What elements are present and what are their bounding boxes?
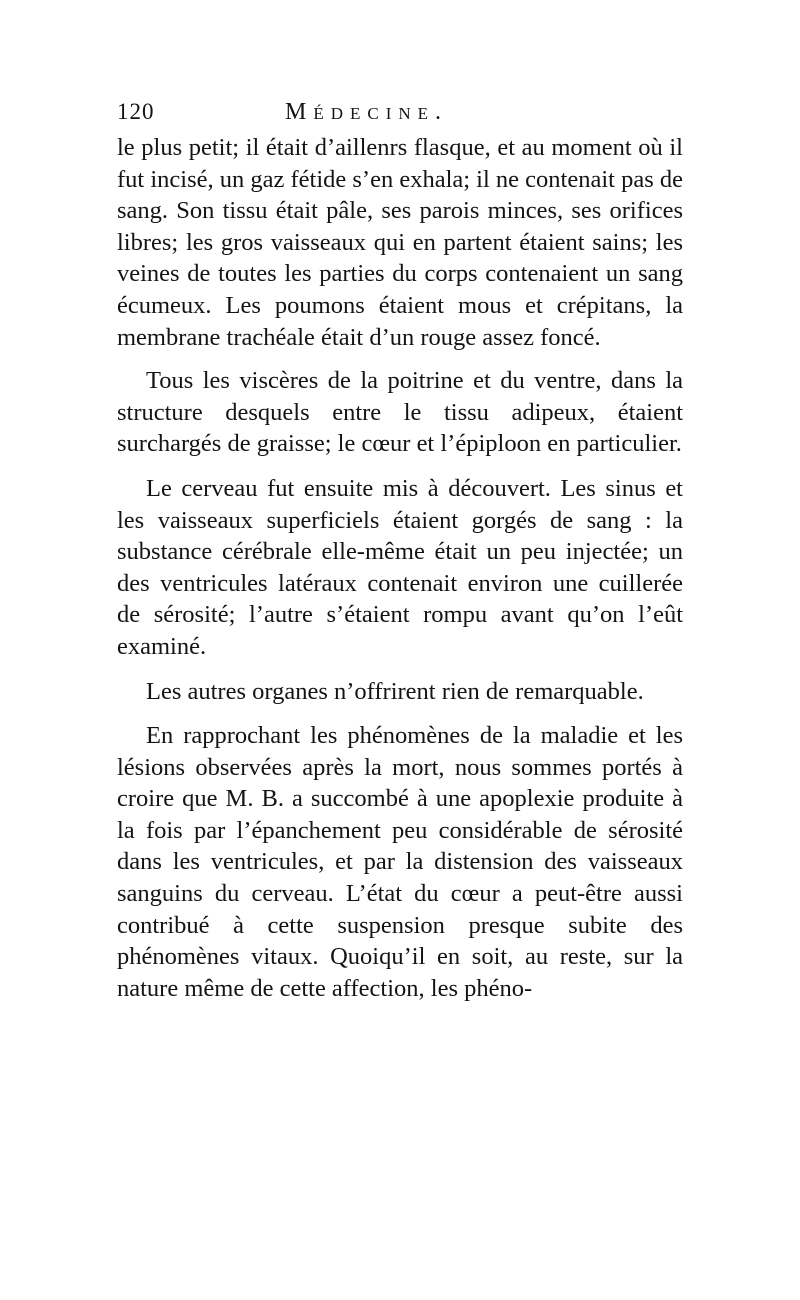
paragraph-brain: Le cerveau fut ensuite mis à découvert. Les sinus et les vaisseaux superficiels étaient gorgés de sang : la substance cérébrale elle-même était un peu injectée; un des ventricules latéraux contenait environ une cuillerée de sérosité; l’autre s’étaient rompu avant qu’on l’eût examiné. xyxy=(117,474,683,660)
paragraph-viscera: Tous les viscères de la poitrine et du ventre, dans la structure desquels entre le tissu adipeux, étaient surchargés de graisse; le cœur et l’épiploon en particulier. xyxy=(117,367,683,458)
page-number: 120 xyxy=(117,99,155,124)
paragraph-continuation: le plus petit; il était d’aillenrs flasque, et au moment où il fut incisé, un gaz fétide s’en exhala; il ne contenait pas de sang. Son tissu était pâle, ses parois minces, ses orifices libres; les gros vaisseaux qui en partent étaient sains; les veines de toutes les parties du corps contenaient un sang écumeux. Les poumons étaient mous et crépitans, la membrane trachéale était d’un rouge assez foncé. xyxy=(117,134,684,351)
page-header xyxy=(117,92,683,132)
running-title: Médecine. xyxy=(285,99,449,125)
book-page xyxy=(117,92,683,1004)
paragraph-other-organs: Les autres organes n’offrirent rien de remarquable. xyxy=(146,677,644,705)
paragraph-conclusion: En rapprochant les phénomènes de la maladie et les lésions observées après la mort, nous sommes portés à croire que M. B. a succombé à une apoplexie produite à la fois par l’épanchement peu considérable de sérosité dans les ventricules, et par la distension des vaisseaux sanguins du cerveau. L’état du cœur a peut-être aussi contribué à cette suspension presque subite des phénomènes vitaux. Quoiqu’il en soit, au reste, sur la nature même de cette affection, les phéno- xyxy=(117,722,683,1002)
